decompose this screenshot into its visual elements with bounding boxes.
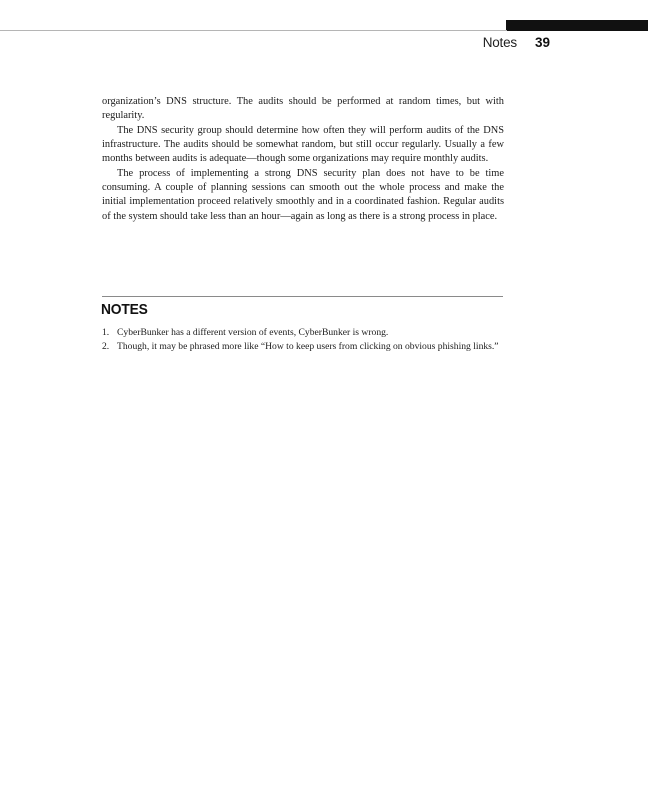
note-item (102, 341, 504, 353)
page-number: 39 (534, 35, 550, 50)
header-rule (0, 30, 507, 31)
paragraph: The DNS security group should determine how often they will perform audits of the DNS infrastructure. The audits should be somewhat random, but still occur regularly. Usually a few months between audits is adequate—though some organizations may require monthly audits. (102, 124, 504, 165)
note-text: Though, it may be phrased more like “How to keep users from clicking on obvious phishing links.” (117, 341, 499, 353)
running-title: Notes (482, 35, 517, 50)
section-rule (102, 296, 503, 297)
running-head (430, 35, 550, 53)
notes-list (102, 327, 504, 356)
note-number: 2. (102, 341, 110, 353)
body-text (102, 95, 504, 224)
note-item (102, 327, 504, 339)
paragraph: organization’s DNS structure. The audits should be performed at random times, but with regularity. (102, 96, 504, 122)
header-black-bar (506, 20, 648, 31)
paragraph: The process of implementing a strong DNS security plan does not have to be time consuming. A couple of planning sessions can smooth out the whole process and make the initial implementation proceed relatively smoothly and in a coordinated fashion. Regular audits of the system should take less than an hour—again as long as there is a strong process in place. (102, 167, 504, 222)
note-text: CyberBunker has a different version of events, CyberBunker is wrong. (117, 327, 389, 338)
note-number: 1. (102, 327, 110, 338)
notes-heading: NOTES (101, 301, 148, 318)
